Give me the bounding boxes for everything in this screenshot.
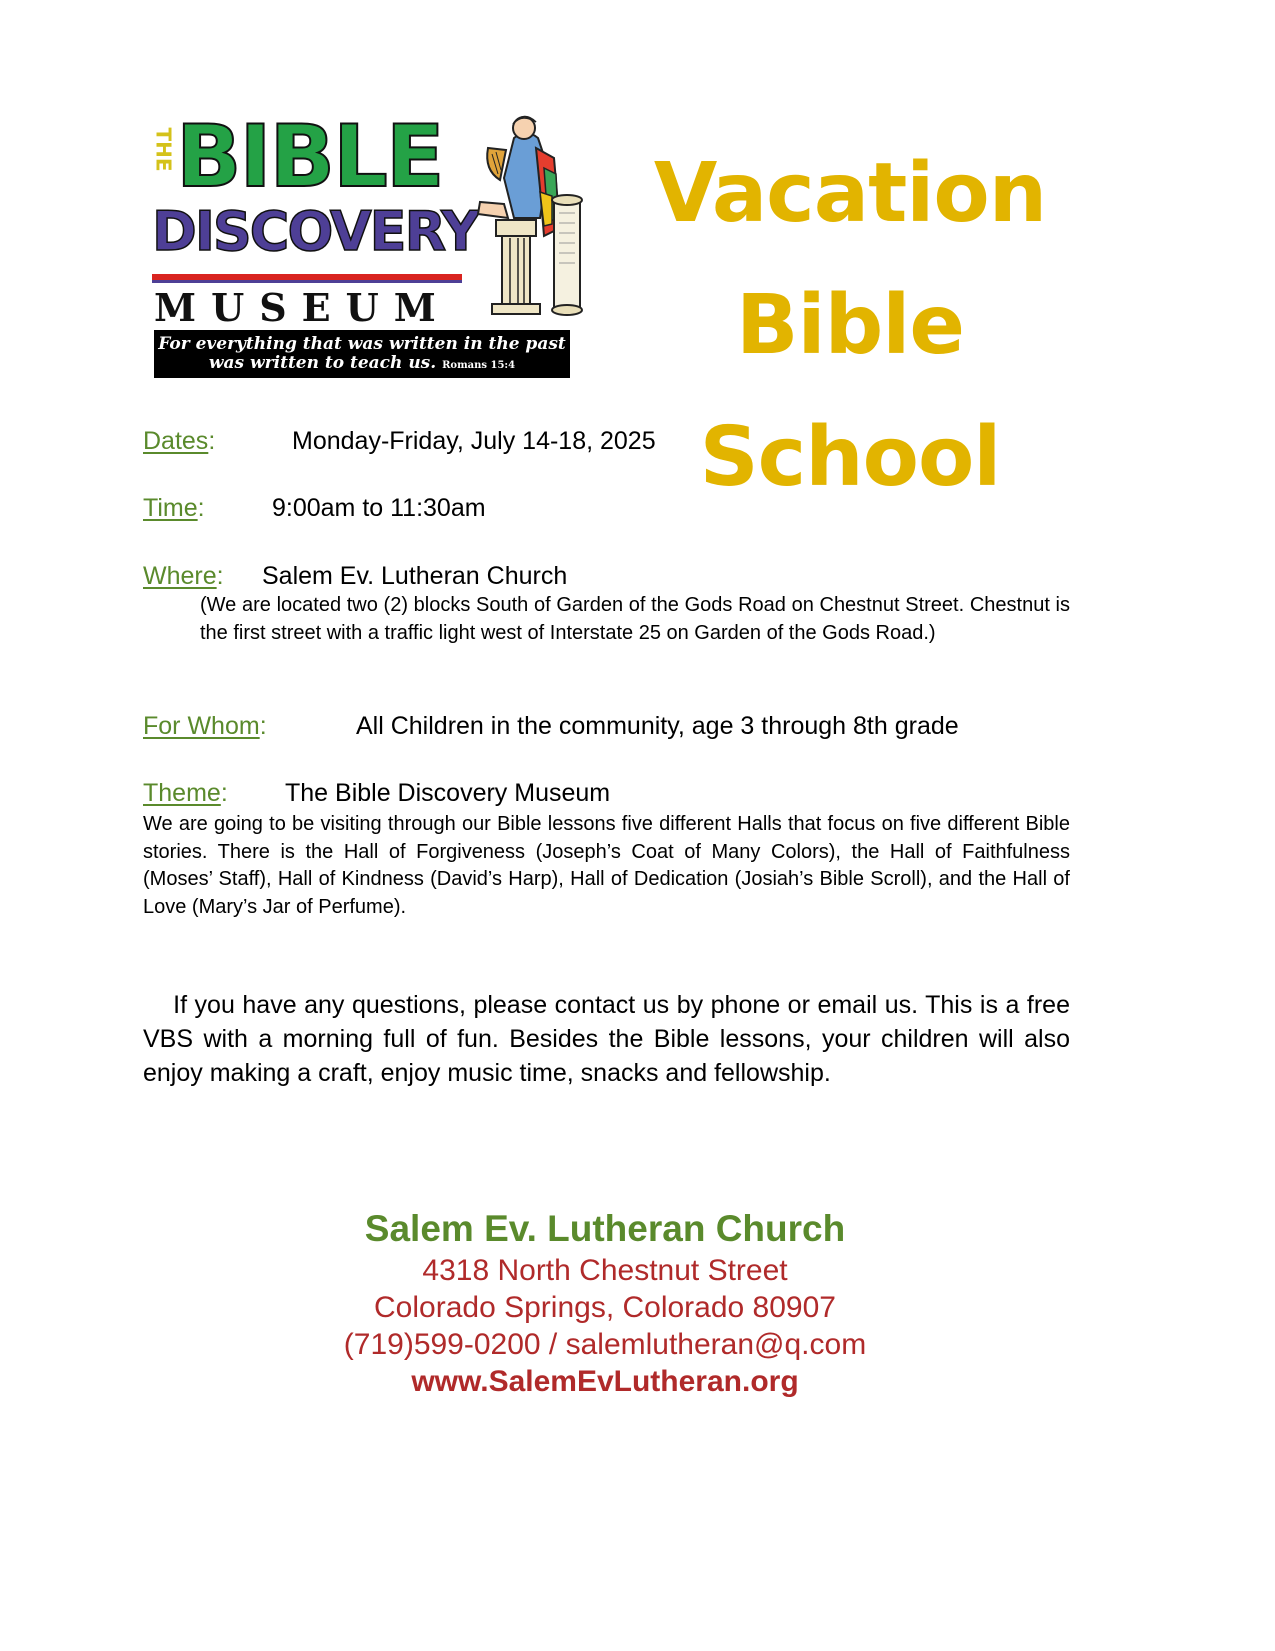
theme-description: We are going to be visiting through our Bible lessons five different Halls that focus on five different Bible stories. There is the Hall of Forgiveness (Joseph’s Coat of Many Colors), the Hall of Faithfulness (Moses’ Staff), Hall of Kindness (David’s Harp), Hall of Dedication (Josiah’s Bible Scroll), and the Hall of Love (Mary’s Jar of Perfume). (143, 813, 1070, 918)
dates-value: Monday-Friday, July 14-18, 2025 (292, 427, 656, 455)
logo-blue-bar (152, 280, 462, 283)
title-line-1: Vacation (653, 146, 1047, 241)
time-value: 9:00am to 11:30am (272, 494, 486, 522)
footer-contact: (719)599-0200 / salemlutheran@q.com (343, 1328, 867, 1361)
for-whom-row: For Whom: All Children in the community, age 3 through 8th grade (143, 712, 959, 740)
theme-label: Theme (143, 779, 221, 807)
logo-verse-box (154, 330, 570, 378)
where-row: Where: Salem Ev. Lutheran Church (143, 562, 568, 590)
for-whom-label: For Whom (143, 712, 260, 740)
footer-address: 4318 North Chestnut Street (422, 1254, 788, 1287)
contact-footer (0, 1206, 1210, 1401)
closing-paragraph: If you have any questions, please contact us by phone or email us. This is a free VBS with a morning full of fun. Besides the Bible lessons, your children will also enjoy making a craft, enjoy music time, snacks and fellowship. (143, 991, 1070, 1087)
logo-verse-line-2: was written to teach us. Romans 15:4 (208, 353, 516, 373)
for-whom-value: All Children in the community, age 3 through 8th grade (356, 712, 959, 740)
time-label: Time (143, 494, 198, 522)
footer-city: Colorado Springs, Colorado 80907 (374, 1291, 836, 1324)
logo-museum-text: MUSEUM (154, 285, 451, 330)
footer-website: www.SalemEvLutheran.org (411, 1365, 799, 1398)
where-value: Salem Ev. Lutheran Church (262, 562, 568, 590)
logo-verse-reference: Romans 15:4 (442, 360, 516, 371)
seated-figure-icon (474, 108, 594, 330)
title-line-2: Bible School (699, 278, 1001, 505)
time-row: Time: 9:00am to 11:30am (143, 494, 486, 522)
theme-value: The Bible Discovery Museum (285, 779, 611, 807)
footer-church-name: Salem Ev. Lutheran Church (364, 1208, 846, 1249)
where-label: Where (143, 562, 217, 590)
dates-row: Dates: Monday-Friday, July 14-18, 2025 (143, 427, 656, 455)
page-title (600, 128, 1100, 524)
theme-row: Theme: The Bible Discovery Museum (143, 779, 611, 807)
logo-bible-text: BIBLE (176, 107, 443, 207)
logo-the-text: THE (151, 127, 176, 172)
bible-discovery-museum-logo (148, 108, 608, 398)
dates-label: Dates (143, 427, 209, 455)
logo-verse-line-1: For everything that was written in the past (158, 334, 566, 354)
logo-discovery-text: DISCOVERY (152, 200, 479, 263)
where-directions: (We are located two (2) blocks South of Garden of the Gods Road on Chestnut Street. Chestnut is the first street with a traffic light west of Interstate 25 on Garden of the Gods Road.) (200, 594, 1070, 644)
